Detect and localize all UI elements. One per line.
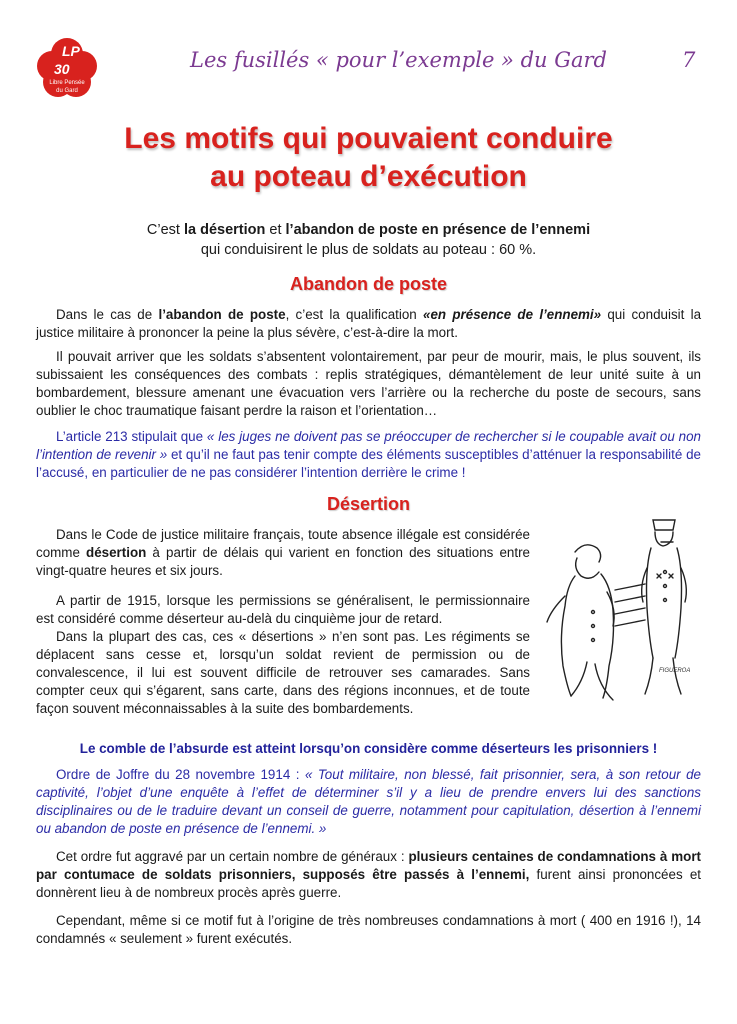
desertion-p1-a: Dans le Code de justice militaire français, toute absence illégale est considérée comme [36,527,530,560]
cartoon-signature: FIGUEROA [659,668,691,674]
joffre-order-quote: « Tout militaire, non blessé, fait prisonnier, sera, à son retour de captivité, l’objet d’une enquête à l’effet de déterminer s’il y a lieu de prendre envers lui des sanctions disciplinaires ou de le traduire devant un conseil de guerre, notamment pour capitulation, désertion à l’ennemi ou abandon de poste en présence de l’ennemi. » [36,767,701,836]
conclusion-paragraph: Cependant, même si ce motif fut à l’origine de très nombreuses condamnations à mort ( 400 en 1916 !), 14 condamnés « seulement » furent exécutés. [36,913,701,946]
heading-desertion: Désertion [326,494,411,514]
abandon-paragraph-2: Il pouvait arriver que les soldats s’absentent volontairement, par peur de mourir, mais, le plus souvent, ils subissaient les conséquences des combats : replis stratégiques, démantèlement de leur unité suite à un bombardement, blessure amenant une évacuation vers l’arrière ou la recherche du poste de secours, sans oublier le choc traumatique faisant perdre la raison et l’orientation… [36,349,701,418]
page-number: 7 [682,48,696,72]
abandon-p1-c: , c’est la qualification [285,307,424,322]
page-title-line-1: Les motifs qui pouvaient conduire [124,122,613,155]
abandon-p1-a: Dans le cas de [56,307,159,322]
intro-text-c: et [265,222,286,238]
svg-text:30: 30 [54,61,70,77]
desertion-p1-b: désertion [86,545,147,560]
intro-abandon: l’abandon de poste en présence de l’ennemi [285,222,591,238]
svg-text:du Gard: du Gard [56,88,78,94]
intro-line-1 [40,220,697,240]
page-title [40,120,697,196]
intro-desertion: la désertion [183,222,266,238]
intro-line-2: qui conduisirent le plus de soldats au poteau : 60 %. [200,242,537,258]
desertion-paragraph-3: Dans la plupart des cas, ces « désertions » n’en sont pas. Les régiments se déplacent sans cesse et, lorsqu’un soldat revient de permission ou de convalescence, il lui est souvent difficile de retrouver ses camarades. Sans compter ceux qui s’égarent, sans carte, dans des régions inconnues, et de toute façon souvent méconnaissables à la suite des bombardements. [36,629,530,716]
abandon-p1-b: l’abandon de poste [158,307,286,322]
intro-text-a: C’est [146,222,184,238]
abandon-p3-c: et qu’il ne faut pas tenir compte des éléments susceptibles d’atténuer la responsabilité de l’accusé, en particulier de ne pas considérer l’intention derrière le crime ! [36,447,702,480]
absurd-highlight: Le comble de l’absurde est atteint lorsqu’on considère comme déserteurs les prisonniers ! [79,741,658,756]
svg-text:LP: LP [62,43,80,59]
generals-p2-b: plusieurs centaines de condamnations à mort par contumace de soldats prisonniers, supposés être passés à l’ennemi, [36,849,701,882]
svg-text:Libre Pensée: Libre Pensée [49,80,85,86]
abandon-paragraph-3 [36,428,701,482]
generals-p2-a: Cet ordre fut aggravé par un certain nombre de généraux : [56,849,409,864]
generals-paragraph [36,848,701,902]
abandon-p3-a: L’article 213 stipulait que [56,429,207,444]
page-title-line-2: au poteau d’exécution [210,160,527,193]
desertion-p1-c: à partir de délais qui varient en fonction des situations entre vingt-quatre heures et six jours. [36,545,530,578]
heading-abandon-de-poste: Abandon de poste [290,274,447,294]
abandon-paragraph-1 [36,306,701,342]
abandon-p1-e: qui conduisit la justice militaire à prononcer la peine la plus sévère, c’est-à-dire la mort. [36,307,702,340]
desertion-paragraph-2: A partir de 1915, lorsque les permissions se généralisent, le permissionnaire est considéré comme déserteur au-delà du cinquième jour de retard. [36,593,530,626]
soldier-cartoon-illustration [535,512,697,712]
generals-p2-c: furent ainsi prononcées et donnèrent lieu à de nombreux procès après guerre. [36,867,701,900]
header-title: Les fusillés « pour l’exemple » du Gard [190,48,607,72]
libre-pensee-logo [36,36,98,108]
joffre-order-intro: Ordre de Joffre du 28 novembre 1914 : [56,767,305,782]
article-213-quote: « les juges ne doivent pas se préoccuper de rechercher si le coupable avait ou non l’intention de revenir » [36,429,701,462]
joffre-order-paragraph [36,766,701,838]
desertion-paragraph-1 [36,526,530,580]
intro-text [40,220,697,260]
abandon-p1-d: «en présence de l’ennemi» [423,307,602,322]
